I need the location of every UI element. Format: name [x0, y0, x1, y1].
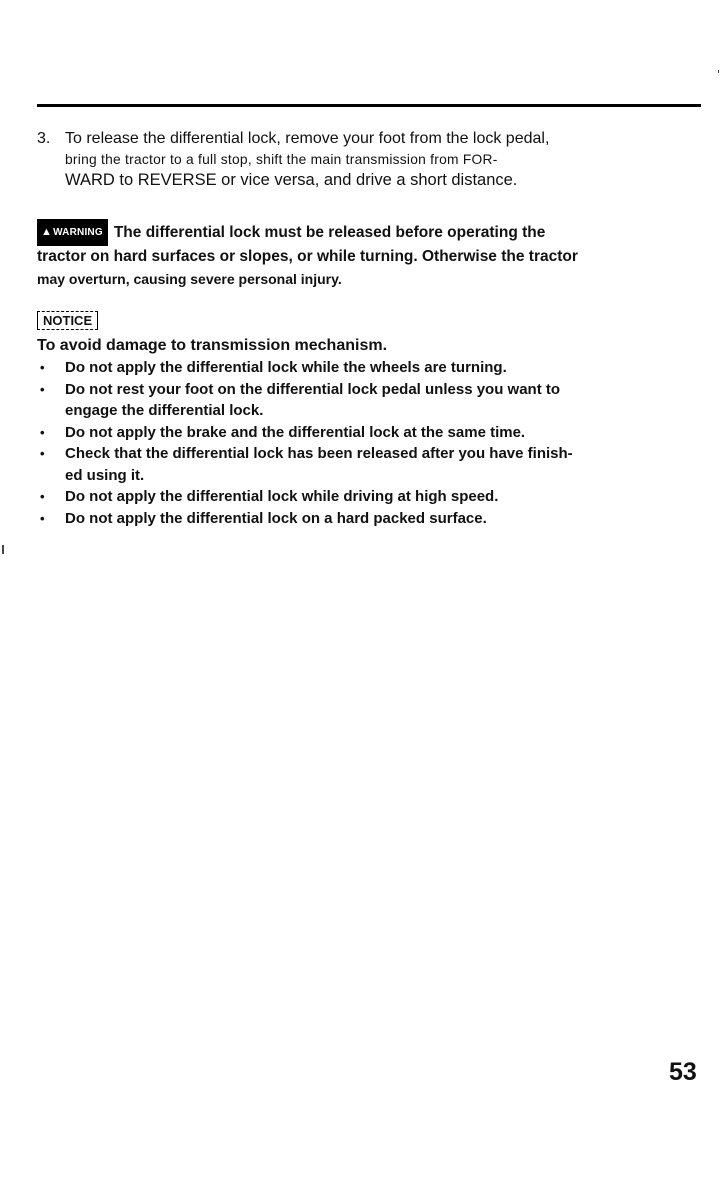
step-line-3: WARD to REVERSE or vice versa, and drive a short distance. — [65, 171, 518, 189]
scan-speck — [2, 545, 4, 554]
warning-triangle-icon: ▲ — [41, 226, 53, 238]
step-line-1: To release the differential lock, remove your foot from the lock pedal, — [65, 130, 550, 147]
list-item-text: Do not apply the differential lock on a hard packed surface. — [65, 509, 487, 527]
header-rule — [37, 104, 701, 107]
notice-list — [37, 357, 709, 529]
list-item — [37, 357, 709, 379]
list-item-continuation: engage the differential lock. — [65, 402, 264, 419]
notice-label: NOTICE — [37, 311, 98, 330]
list-item — [37, 508, 709, 530]
warning-badge-label: WARNING — [53, 227, 103, 238]
list-item-text: Do not apply the differential lock while driving at high speed. — [65, 488, 499, 505]
bullet-icon: • — [40, 489, 45, 504]
list-item — [37, 486, 709, 508]
list-item — [37, 443, 709, 486]
bullet-icon: • — [40, 360, 45, 375]
step-number: 3. — [37, 130, 51, 147]
notice-intro: To avoid damage to transmission mechanism. — [37, 337, 388, 354]
list-item-text: Do not apply the brake and the differential lock at the same time. — [65, 423, 526, 441]
bullet-icon: • — [40, 381, 45, 397]
bullet-icon: • — [40, 424, 45, 440]
list-item-text: Check that the differential lock has been released after you have finish- — [65, 445, 573, 462]
bullet-icon: • — [40, 510, 45, 526]
warning-text-1: The differential lock must be released before operating the — [113, 224, 546, 241]
list-item-text: Do not rest your foot on the differential lock pedal unless you want to — [65, 380, 561, 398]
bullet-icon: • — [40, 446, 45, 461]
list-item — [37, 422, 709, 444]
step-line-2: bring the tractor to a full stop, shift the main transmission from FOR- — [65, 152, 498, 167]
scan-speck — [718, 70, 719, 73]
warning-block — [37, 219, 707, 290]
warning-line-2: tractor on hard surfaces or slopes, or while turning. Otherwise the tractor — [37, 248, 578, 265]
list-item-continuation: ed using it. — [65, 466, 145, 484]
step-3 — [37, 128, 707, 191]
list-item-text: Do not apply the differential lock while the wheels are turning. — [65, 359, 507, 376]
page-number: 53 — [669, 1058, 697, 1086]
warning-line-3: may overturn, causing severe personal injury. — [37, 271, 342, 287]
list-item — [37, 379, 709, 422]
warning-badge — [37, 219, 108, 246]
warning-line-1 — [37, 219, 707, 246]
